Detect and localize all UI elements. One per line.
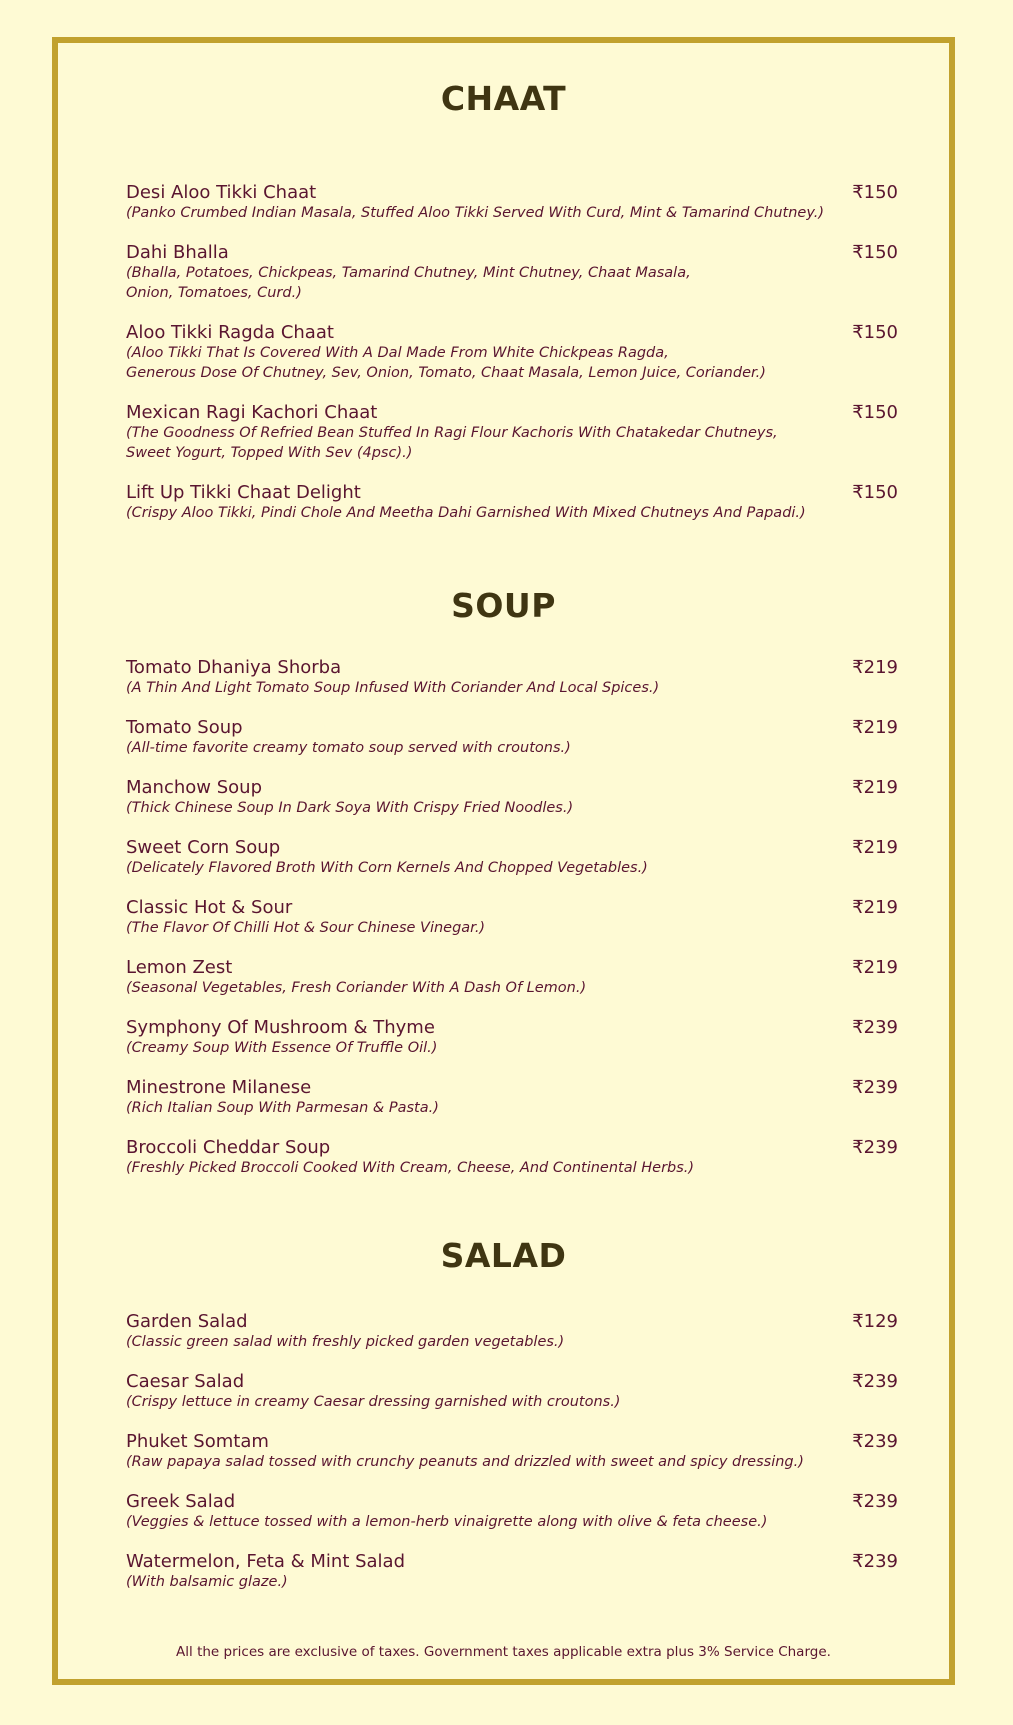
- item-description: (Classic green salad with freshly picked garden vegetables.): [126, 1334, 565, 1350]
- menu-item: [126, 1137, 898, 1191]
- item-name: Classic Hot & Sour: [126, 897, 293, 918]
- menu-item: [126, 482, 898, 536]
- section-title-chaat: CHAAT: [440, 79, 567, 118]
- menu-item: [126, 957, 898, 1011]
- item-description: (All-time favorite creamy tomato soup served with croutons.): [126, 740, 571, 756]
- menu-item: [126, 657, 898, 711]
- item-description: (Seasonal Vegetables, Fresh Coriander With A Dash Of Lemon.): [126, 980, 587, 996]
- menu-item: [126, 1431, 898, 1485]
- item-name: Sweet Corn Soup: [126, 837, 281, 858]
- item-description: (Raw papaya salad tossed with crunchy peanuts and drizzled with sweet and spicy dressing.): [126, 1454, 804, 1470]
- item-price: ₹150: [852, 242, 898, 263]
- item-price: ₹239: [852, 1137, 898, 1158]
- menu-item: [126, 242, 898, 301]
- item-price: ₹239: [852, 1371, 898, 1392]
- item-name: Greek Salad: [126, 1491, 236, 1512]
- item-description: (With balsamic glaze.): [126, 1574, 288, 1590]
- item-price: ₹219: [852, 657, 898, 678]
- item-name: Lemon Zest: [126, 957, 233, 978]
- item-price: ₹150: [852, 182, 898, 203]
- section-title-salad: SALAD: [440, 1236, 567, 1275]
- item-name: Symphony Of Mushroom & Thyme: [126, 1017, 435, 1038]
- item-price: ₹150: [852, 482, 898, 503]
- item-description: (Freshly Picked Broccoli Cooked With Cream, Cheese, And Continental Herbs.): [126, 1160, 695, 1176]
- menu-item: [126, 837, 898, 891]
- item-price: ₹239: [852, 1491, 898, 1512]
- menu-item: [126, 1491, 898, 1545]
- item-price: ₹219: [852, 717, 898, 738]
- item-description: (Creamy Soup With Essence Of Truffle Oil.): [126, 1040, 438, 1056]
- item-description: (Crispy Aloo Tikki, Pindi Chole And Meetha Dahi Garnished With Mixed Chutneys And Papadi.): [126, 505, 806, 521]
- item-description: (The Goodness Of Refried Bean Stuffed In Ragi Flour Kachoris With Chatakedar Chutneys, Sweet Yogurt, Topped With Sev (4psc).): [126, 425, 778, 461]
- item-name: Phuket Somtam: [126, 1431, 269, 1452]
- item-price: ₹219: [852, 957, 898, 978]
- item-name: Broccoli Cheddar Soup: [126, 1137, 331, 1158]
- item-price: ₹239: [852, 1431, 898, 1452]
- menu-item: [126, 402, 898, 461]
- item-price: ₹150: [852, 322, 898, 343]
- item-name: Dahi Bhalla: [126, 242, 229, 263]
- menu-item: [126, 1551, 898, 1605]
- item-price: ₹239: [852, 1077, 898, 1098]
- menu-item: [126, 182, 898, 236]
- item-description: (Delicately Flavored Broth With Corn Kernels And Chopped Vegetables.): [126, 860, 648, 876]
- item-price: ₹239: [852, 1551, 898, 1572]
- menu-item: [126, 717, 898, 771]
- menu-item: [126, 1371, 898, 1425]
- item-description: (Aloo Tikki That Is Covered With A Dal Made From White Chickpeas Ragda, Generous Dose Of Chutney, Sev, Onion, Tomato, Chaat Masala, Lemon Juice, Coriander.): [126, 345, 766, 381]
- item-price: ₹219: [852, 837, 898, 858]
- menu-item: [126, 1017, 898, 1071]
- item-description: (Panko Crumbed Indian Masala, Stuffed Aloo Tikki Served With Curd, Mint & Tamarind Chutney.): [126, 205, 825, 221]
- item-description: (The Flavor Of Chilli Hot & Sour Chinese Vinegar.): [126, 920, 486, 936]
- menu-item: [126, 897, 898, 951]
- menu-item: [126, 322, 898, 381]
- item-description: (Veggies & lettuce tossed with a lemon-herb vinaigrette along with olive & feta cheese.): [126, 1514, 768, 1530]
- item-name: Minestrone Milanese: [126, 1077, 312, 1098]
- item-description: (Thick Chinese Soup In Dark Soya With Crispy Fried Noodles.): [126, 800, 574, 816]
- tax-note: All the prices are exclusive of taxes. Government taxes applicable extra plus 3% Service Charge.: [176, 1644, 831, 1660]
- item-price: ₹219: [852, 777, 898, 798]
- item-name: Desi Aloo Tikki Chaat: [126, 182, 317, 203]
- item-name: Garden Salad: [126, 1311, 248, 1332]
- item-price: ₹129: [852, 1311, 898, 1332]
- item-name: Manchow Soup: [126, 777, 263, 798]
- item-name: Tomato Soup: [126, 717, 243, 738]
- menu-frame: [52, 37, 955, 1685]
- item-description: (Rich Italian Soup With Parmesan & Pasta.): [126, 1100, 439, 1116]
- item-description: (A Thin And Light Tomato Soup Infused With Coriander And Local Spices.): [126, 680, 660, 696]
- item-price: ₹150: [852, 402, 898, 423]
- item-description: (Bhalla, Potatoes, Chickpeas, Tamarind Chutney, Mint Chutney, Chaat Masala, Onion, Tomatoes, Curd.): [126, 265, 691, 301]
- item-price: ₹239: [852, 1017, 898, 1038]
- menu-item: [126, 1311, 898, 1365]
- item-description: (Crispy lettuce in creamy Caesar dressing garnished with croutons.): [126, 1394, 621, 1410]
- item-name: Mexican Ragi Kachori Chaat: [126, 402, 378, 423]
- menu-item: [126, 777, 898, 831]
- item-name: Caesar Salad: [126, 1371, 245, 1392]
- item-price: ₹219: [852, 897, 898, 918]
- item-name: Watermelon, Feta & Mint Salad: [126, 1551, 406, 1572]
- section-title-soup: SOUP: [451, 586, 556, 625]
- menu-item: [126, 1077, 898, 1131]
- item-name: Tomato Dhaniya Shorba: [126, 657, 342, 678]
- item-name: Aloo Tikki Ragda Chaat: [126, 322, 334, 343]
- item-name: Lift Up Tikki Chaat Delight: [126, 482, 361, 503]
